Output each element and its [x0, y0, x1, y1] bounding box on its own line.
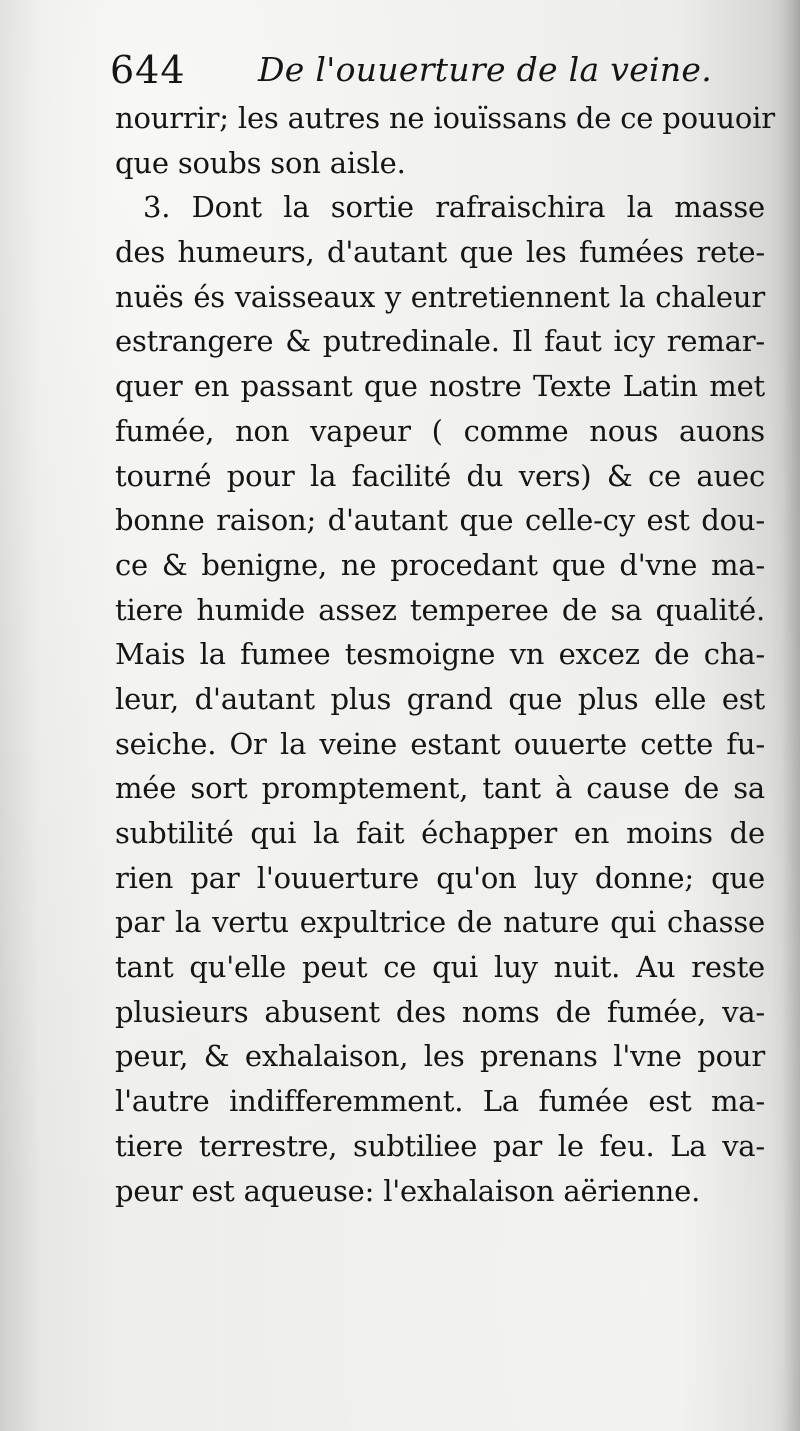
text-line: nourrir; les autres ne iouïssans de ce pouuoir: [115, 101, 775, 135]
text-line: mée sort promptement, tant à cause de sa: [115, 771, 765, 806]
text-line: seiche. Or la veine estant ouuerte cette fu-: [115, 726, 765, 761]
text-line: que soubs son aisle.: [115, 145, 406, 180]
text-line: tant qu'elle peut ce qui luy nuit. Au reste: [115, 950, 765, 985]
text-line: leur, d'autant plus grand que plus elle est: [115, 681, 765, 716]
text-line: Mais la fumee tesmoigne vn excez de cha-: [115, 637, 765, 672]
text-line: tiere terrestre, subtiliee par le feu. La va-: [115, 1128, 765, 1163]
text-line: plusieurs abusent des noms de fumée, va-: [115, 994, 765, 1029]
text-line: peur, & exhalaison, les prenans l'vne pour: [115, 1039, 765, 1074]
text-line: l'autre indifferemment. La fumée est ma-: [115, 1084, 765, 1119]
text-line: quer en passant que nostre Texte Latin met: [115, 369, 765, 404]
body-text: [115, 96, 775, 1213]
text-line: peur est aqueuse: l'exhalaison aërienne.: [115, 1173, 701, 1208]
page-edge-shadow: [782, 0, 800, 1431]
page-number: 644: [110, 48, 186, 92]
text-line: ce & benigne, ne procedant que d'vne ma-: [115, 547, 765, 582]
text-line: rien par l'ouuerture qu'on luy donne; que: [115, 860, 765, 895]
page-header: [110, 44, 750, 96]
text-line: 3. Dont la sortie rafraischira la masse: [143, 190, 765, 225]
running-title: De l'ouuerture de la veine.: [258, 50, 713, 89]
text-line: subtilité qui la fait échapper en moins de: [115, 816, 765, 850]
text-line: bonne raison; d'autant que celle-cy est dou-: [115, 503, 765, 538]
text-line: tourné pour la facilité du vers) & ce auec: [115, 458, 765, 493]
text-line: par la vertu expultrice de nature qui chasse: [115, 905, 765, 940]
text-line: des humeurs, d'autant que les fumées rete-: [115, 235, 765, 270]
text-line: nuës és vaisseaux y entretiennent la chaleur: [115, 279, 765, 314]
text-line: tiere humide assez temperee de sa qualité.: [115, 592, 765, 627]
text-line: estrangere & putredinale. Il faut icy remar-: [115, 324, 765, 359]
text-line: fumée, non vapeur ( comme nous auons: [115, 413, 765, 448]
